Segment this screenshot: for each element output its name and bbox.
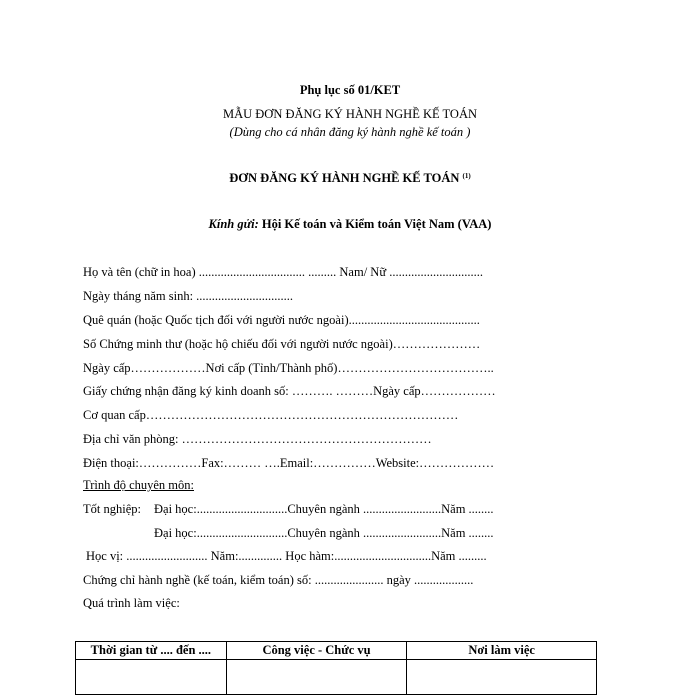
recipient-line: [0, 217, 700, 231]
field-certificate[interactable]: Chứng chỉ hành nghề (kế toán, kiểm toán) số: ...................... ngày ...................: [83, 573, 474, 587]
form-subtitle: (Dùng cho cá nhân đăng ký hành nghề kế toán ): [229, 125, 471, 139]
field-date-of-birth[interactable]: Ngày tháng năm sinh: ...............................: [83, 289, 294, 303]
footnote-mark: (1): [462, 172, 471, 180]
table-row: [76, 660, 597, 695]
appendix-label: Phụ lục số 01/KET: [299, 83, 401, 97]
field-university-1[interactable]: Đại học:.............................Chuyên ngành .........................Năm ........: [154, 502, 494, 516]
main-title-text: ĐƠN ĐĂNG KÝ HÀNH NGHỀ KẾ TOÁN: [229, 171, 460, 185]
field-full-name[interactable]: Họ và tên (chữ in hoa) .................................. ......... Nam/ Nữ ..............................: [83, 265, 483, 279]
table-cell-position[interactable]: [226, 660, 407, 695]
field-university-2[interactable]: Đại học:.............................Chuyên ngành .........................Năm ........: [154, 526, 494, 540]
field-office-address[interactable]: Địa chỉ văn phòng: ……………………………………………………: [83, 432, 432, 446]
work-history-label: Quá trình làm việc:: [83, 596, 180, 610]
field-business-certificate[interactable]: Giấy chứng nhận đăng ký kinh doanh số: ………. ………Ngày cấp………………: [83, 384, 496, 398]
table-header-row: [76, 642, 597, 660]
field-hometown[interactable]: Quê quán (hoặc Quốc tịch đối với người nước ngoài)..........................................: [83, 313, 480, 327]
work-history-table: [75, 641, 597, 695]
graduation-label: Tốt nghiệp:: [83, 502, 141, 516]
column-header-position: Công việc - Chức vụ: [226, 642, 407, 660]
field-degree[interactable]: Học vị: .......................... Năm:.............. Học hàm:...............................Năm .........: [86, 549, 487, 563]
recipient-value: Hội Kế toán và Kiểm toán Việt Nam (VAA): [261, 217, 492, 231]
field-contact[interactable]: Điện thoại:……………Fax:……… ….Email:……………Website:………………: [83, 456, 495, 470]
recipient-label: Kính gửi:: [208, 217, 259, 231]
table-cell-workplace[interactable]: [407, 660, 597, 695]
field-issuing-agency[interactable]: Cơ quan cấp…………………………………………………………………: [83, 408, 459, 422]
qualification-heading: Trình độ chuyên môn:: [83, 478, 194, 492]
form-title: MẪU ĐƠN ĐĂNG KÝ HÀNH NGHỀ KẾ TOÁN: [222, 107, 478, 121]
field-issue-date-place[interactable]: Ngày cấp………………Nơi cấp (Tỉnh/Thành phố)………………………………..: [83, 361, 494, 375]
field-id-number[interactable]: Số Chứng minh thư (hoặc hộ chiếu đối với người nước ngoài)…………………: [83, 337, 481, 351]
column-header-workplace: Nơi làm việc: [407, 642, 597, 660]
table-cell-period[interactable]: [76, 660, 227, 695]
main-title: [0, 171, 700, 185]
column-header-period: Thời gian từ .... đến ....: [76, 642, 227, 660]
